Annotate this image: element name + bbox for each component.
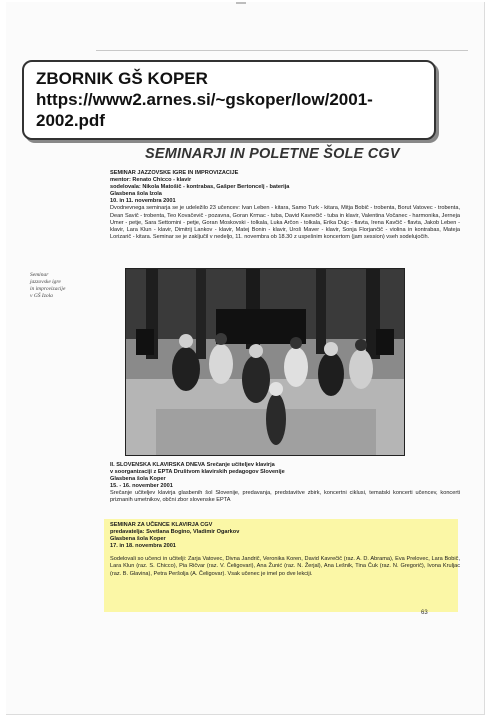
callout-url-line-2: 2002.pdf — [36, 111, 105, 130]
section-subheading: Srečanje učiteljev klavirja — [206, 462, 275, 468]
section-piano-students-seminar — [110, 522, 460, 578]
section-body: Sodelovali so učenci in učitelji: Zarja Vatovec, Divna Jandrič, Veronika Koren, David Kavrečič (raz. A. D. Abrama), Eva Prelovec, Lara Bobič, Lara Klun (raz. S. Chicco), Pia Ričvar (raz. V. Čeligovari), Ana Žunić (raz. N. Žerjal), Ana Lešnik, Tina Čuk (raz. N. Gregorič), Ivona Krulјac (raz. B. Glavina), Petra Peršolja (A. Čeligovar). Vsak učenec je imel po dve lekciji. — [110, 556, 460, 577]
collaborators-line: sodelovala: Nikola Matošič - kontrabas, Gašper Bertoncelj - baterija — [110, 184, 290, 191]
scan-mark — [236, 2, 246, 4]
section-jazz-seminar — [110, 170, 460, 241]
caption-line: in improvizacije — [30, 286, 66, 292]
photo-caption — [30, 272, 90, 300]
caption-line: jazzovske igre — [30, 279, 61, 285]
venue-line: Glasbena šola Koper — [110, 536, 166, 543]
header-rule — [96, 50, 468, 51]
dates-line: 10. in 11. novembra 2001 — [110, 198, 176, 205]
page-number: 63 — [421, 610, 428, 616]
lecturers-line: predavatelja: Svetlana Bogino, Vladimir Ogarkov — [110, 529, 240, 536]
organizer-line: v soorganizaciji z EPTA Društvom klavirskih pedagogov Slovenije — [110, 469, 285, 476]
caption-line: Seminar — [30, 272, 49, 278]
section-heading: SEMINAR ZA UČENCE KLAVIRJA CGV — [110, 522, 213, 528]
section-heading: II. SLOVENSKA KLAVIRSKA DNEVA — [110, 462, 206, 468]
callout-title: ZBORNIK GŠ KOPER — [36, 69, 208, 88]
section-body: Dvodnevnega seminarja se je udeležilo 23 učencev: Ivan Leben - kitara, Samo Turk - kitara, Mitja Bobič - trobenta, Borut Vatovec - trobenta, Dean Savič - trobenta, Teo Kovačevič - pozavna, Goran Krmac - tuba, David Kavrečič - tuba in klavir, Valentina Vočanec - harmonika, Jerneja Umer - petje, Sara Settomini - petje, Goran Moskovski - tolkala, Luka Arčon - tolkala, Erika Dujc - flavta, Irena Kavčič - flavta, Jakob Leben - klavir, Lara Klun - klavir, Dimitrij Lankov - klavir, Matej Bonin - klavir, Uroš Maver - klavir, Sonja Florjančič - violina in kontrabas, Mateja Lorizarič - kitara. Seminar se je zaključil v nedeljo, 11. novembra ob 18.30 z uspešnim koncertom (jam session) vseh sodelujočih. — [110, 205, 460, 240]
mentor-line: mentor: Renato Chicco - klavir — [110, 177, 192, 184]
source-callout — [22, 60, 436, 140]
venue-line: Glasbena šola Koper — [110, 476, 166, 483]
section-body: Srečanje učiteljev klavirja glasbenih šol Slovenije, predavanja, predstavitve zbirk, koncertni ciklusi, tematski koncerti učencev, koncerti priznanih umetnikov, občni zbor slovenske EPTA — [110, 490, 460, 504]
section-heading: SEMINAR JAZZOVSKE IGRE IN IMPROVIZACIJE — [110, 170, 239, 176]
concert-photo — [125, 268, 405, 456]
venue-line: Glasbena šola Izola — [110, 191, 162, 198]
caption-line: v GŠ Izola — [30, 293, 53, 299]
dates-line: 17. in 18. novembra 2001 — [110, 543, 176, 550]
callout-url-line-1: https://www2.arnes.si/~gskoper/low/2001- — [36, 90, 373, 109]
photo-illustration — [126, 269, 404, 455]
section-piano-days — [110, 462, 460, 505]
dates-line: 15. - 16. november 2001 — [110, 483, 173, 490]
page-title: SEMINARJI IN POLETNE ŠOLE CGV — [145, 146, 400, 162]
